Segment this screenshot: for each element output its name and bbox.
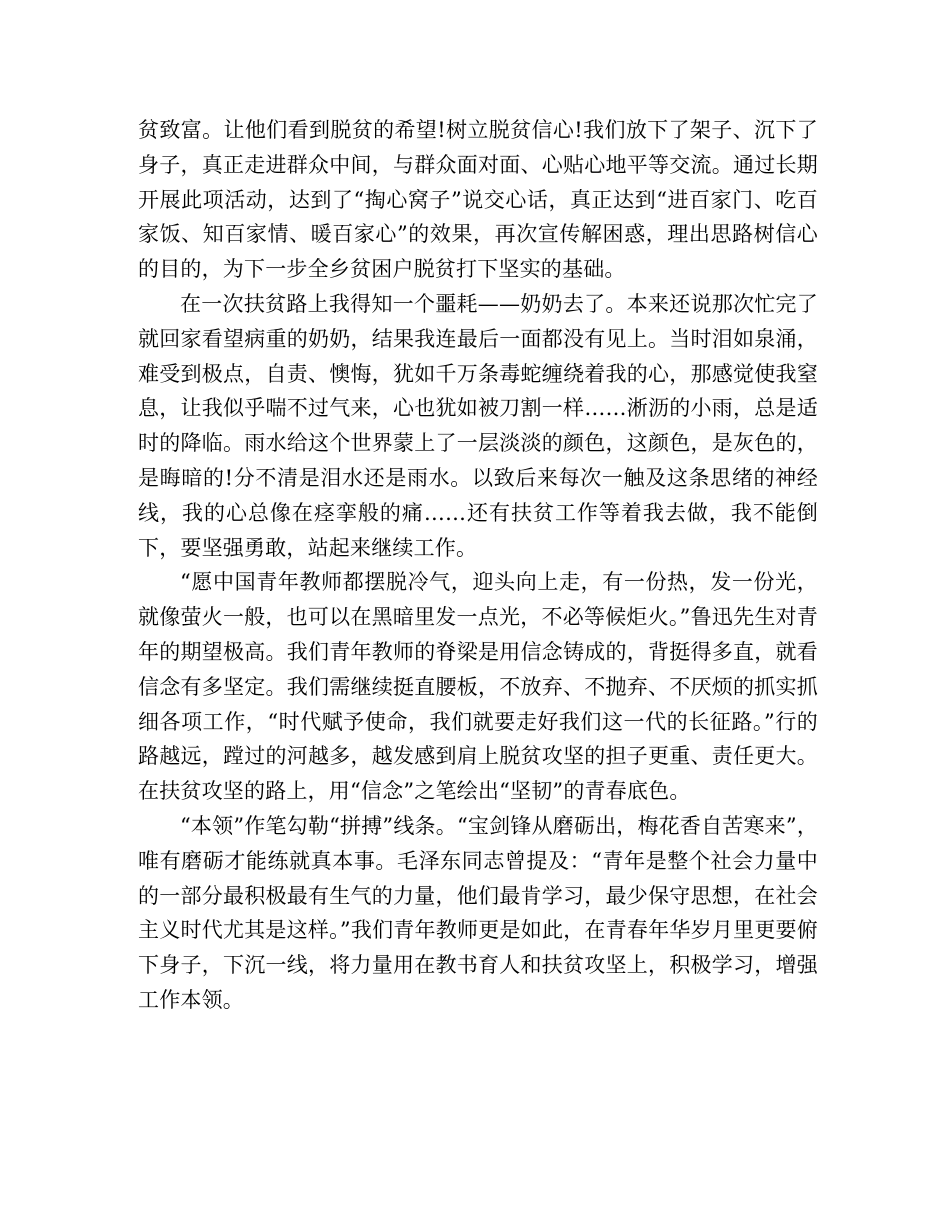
paragraph-1: 贫致富。让他们看到脱贫的希望!树立脱贫信心!我们放下了架子、沉下了身子，真正走进群众中间，与群众面对面、心贴心地平等交流。通过长期开展此项活动，达到了“掏心窝子”说交心话，真正达到“进百家门、吃百家饭、知百家情、暖百家心”的效果，再次宣传解困惑，理出思路树信心的目的，为下一步全乡贫困户脱贫打下坚实的基础。 <box>138 118 818 282</box>
paragraph-2: 在一次扶贫路上我得知一个噩耗——奶奶去了。本来还说那次忙完了就回家看望病重的奶奶，结果我连最后一面都没有见上。当时泪如泉涌，难受到极点，自责、懊悔，犹如千万条毒蛇缠绕着我的心，那感觉使我窒息，让我似乎喘不过气来，心也犹如被刀割一样……淅沥的小雨，总是适时的降临。雨水给这个世界蒙上了一层淡淡的颜色，这颜色，是灰色的，是晦暗的!分不清是泪水还是雨水。以致后来每次一触及这条思绪的神经线，我的心总像在痉挛般的痛……还有扶贫工作等着我去做，我不能倒下，要坚强勇敢，站起来继续工作。 <box>138 291 818 560</box>
document-body <box>138 113 818 1018</box>
paragraph-3: “愿中国青年教师都摆脱冷气，迎头向上走，有一份热，发一份光，就像萤火一般，也可以在黑暗里发一点光，不必等候炬火。”鲁迅先生对青年的期望极高。我们青年教师的脊梁是用信念铸成的，背挺得多直，就看信念有多坚定。我们需继续挺直腰板，不放弃、不抛弃、不厌烦的抓实抓细各项工作，“时代赋予使命，我们就要走好我们这一代的长征路。”行的路越远，蹚过的河越多，越发感到肩上脱贫攻坚的担子更重、责任更大。在扶贫攻坚的路上，用“信念”之笔绘出“坚韧”的青春底色。 <box>138 570 818 804</box>
paragraph-4: “本领”作笔勾勒“拼搏”线条。“宝剑锋从磨砺出，梅花香自苦寒来”，唯有磨砺才能练就真本事。毛泽东同志曾提及：“青年是整个社会力量中的一部分最积极最有生气的力量，他们最肯学习，最少保守思想，在社会主义时代尤其是这样。”我们青年教师更是如此，在青春年华岁月里更要俯下身子，下沉一线，将力量用在教书育人和扶贫攻坚上，积极学习，增强工作本领。 <box>138 813 819 1012</box>
